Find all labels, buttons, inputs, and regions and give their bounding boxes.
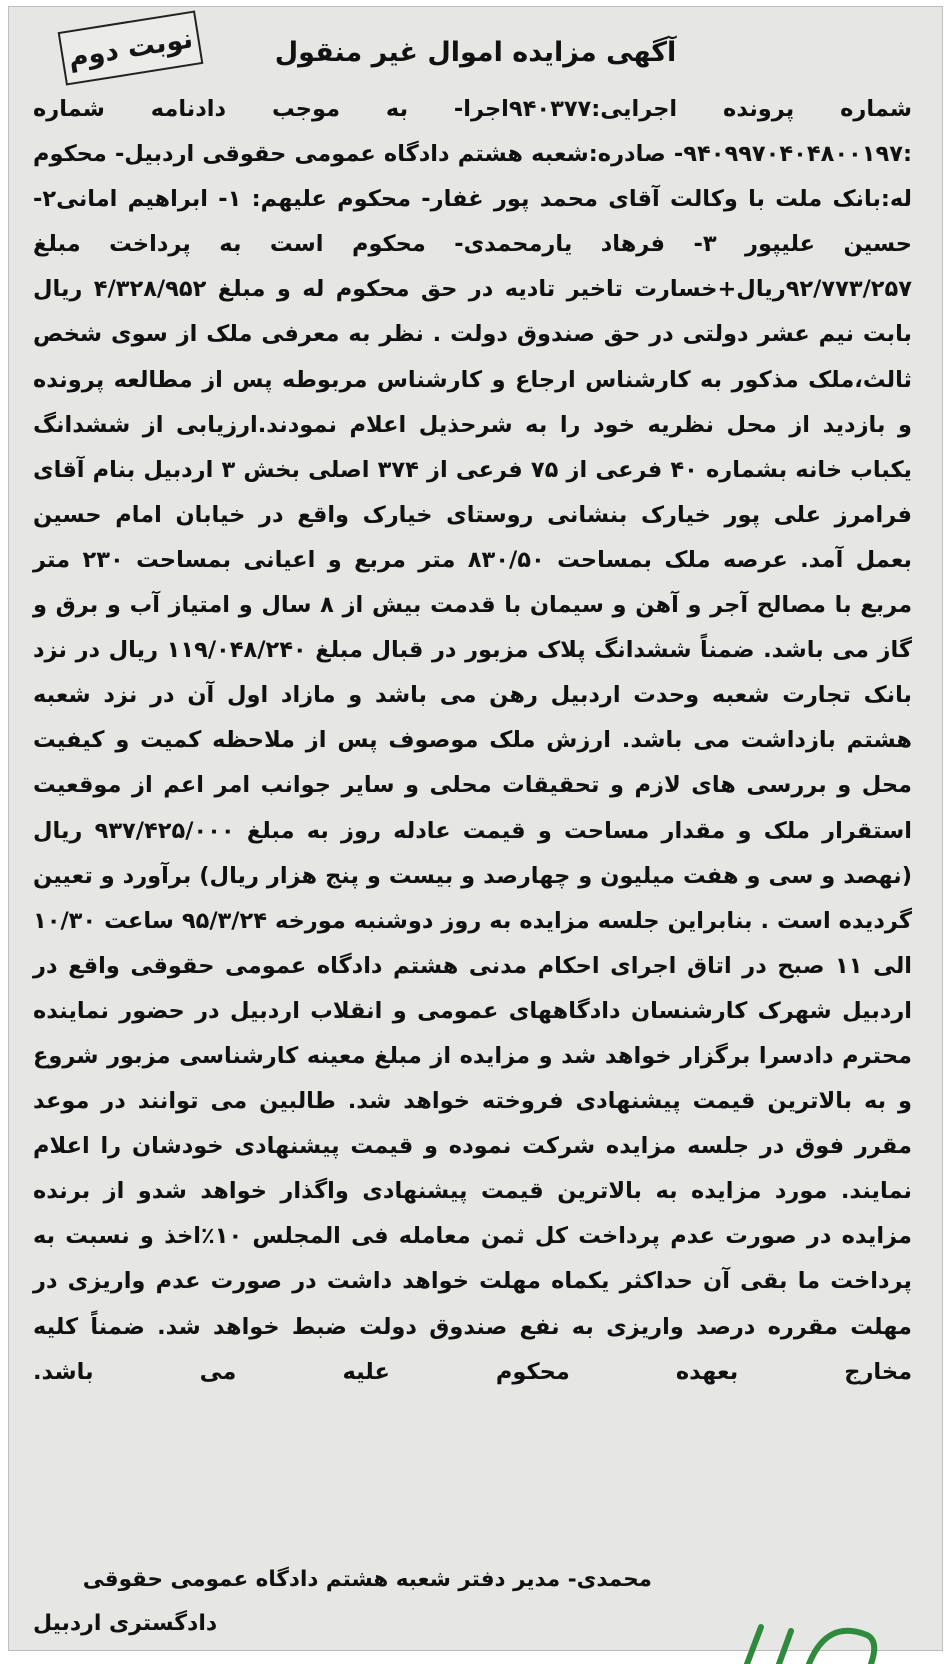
- agency-name: دادگستری اردبیل: [33, 1611, 218, 1636]
- edition-stamp: نوبت دوم: [58, 10, 204, 85]
- handwritten-mark: [739, 1607, 889, 1664]
- advertisement-sheet: [8, 6, 943, 1651]
- signature-line: محمدی- مدیر دفتر شعبه هشتم دادگاه عمومی حقوقی: [82, 1567, 652, 1592]
- ad-body-text: شماره پرونده اجرایی:۹۴۰۳۷۷اجرا- به موجب دادنامه شماره :۹۴۰۹۹۷۰۴۰۴۸۰۰۱۹۷- صادره:شعبه هشتم دادگاه عمومی حقوقی اردبیل- محکوم له:بانک ملت با وکالت آقای محمد پور غفار- محکوم علیهم: ۱- ابراهیم امانی۲- حسین علیپور ۳- فرهاد یارمحمدی- محکوم است به پرداخت مبلغ ۹۲/۷۷۳/۲۵۷ریال+خسارت تاخیر تادیه در حق محکوم له و مبلغ ۴/۳۲۸/۹۵۲ ریال بابت نیم عشر دولتی در حق صندوق دولت . نظر به معرفی ملک از سوی شخص ثالث،ملک مذکور به کارشناس ارجاع و کارشناس مربوطه پس از مطالعه پرونده و بازدید از محل نظریه خود را به شرحذیل اعلام نمودند.ارزیابی از ششدانگ یکباب خانه بشماره ۴۰ فرعی از ۷۵ فرعی از ۳۷۴ اصلی بخش ۳ اردبیل بنام آقای فرامرز علی پور خیارک بنشانی روستای خیارک واقع در خیابان امام حسین بعمل آمد. عرصه ملک بمساحت ۸۳۰/۵۰ متر مربع و اعیانی بمساحت ۲۳۰ متر مربع با مصالح آجر و آهن و سیمان با قدمت بیش از ۸ سال و امتیاز آب و برق و گاز می باشد. ضمناً ششدانگ پلاک مزبور در قبال مبلغ ۱۱۹/۰۴۸/۲۴۰ ریال در نزد بانک تجارت شعبه وحدت اردبیل رهن می باشد و مازاد اول آن در نزد شعبه هشتم بازداشت می باشد. ارزش ملک موصوف پس از ملاحظه کمیت و کیفیت محل و بررسی های لازم و تحقیقات محلی و سایر جوانب امر اعم از موقعیت استقرار ملک و مقدار مساحت و قیمت عادله روز به مبلغ ۹۳۷/۴۲۵/۰۰۰ ریال (نهصد و سی و هفت میلیون و چهارصد و بیست و پنج هزار ریال) برآورد و تعیین گردیده است . بنابراین جلسه مزایده به روز دوشنبه مورخه ۹۵/۳/۲۴ ساعت ۱۰/۳۰ الی ۱۱ صبح در اتاق اجرای احکام مدنی هشتم دادگاه عمومی حقوقی واقع در اردبیل شهرک کارشنسان دادگاههای عمومی و انقلاب اردبیل در حضور نماینده محترم دادسرا برگزار خواهد شد و مزایده از مبلغ معینه کارشناسی مزبور شروع و به بالاترین قیمت پیشنهادی فروخته خواهد شد. طالبین می توانند در موعد مقرر فوق در جلسه مزایده شرکت نموده و قیمت پیشنهادی خودشان را اعلام نمایند. مورد مزایده به بالاترین قیمت پیشنهادی واگذار خواهد شدو از برنده مزایده در صورت عدم پرداخت کل ثمن معامله فی المجلس ۱۰٪اخذ و نسبت به پرداخت ما بقی آن حداکثر یکماه مهلت خواهد داشت در صورت عدم واریزی در مهلت مقرره درصد واریزی به نفع صندوق دولت ضبط خواهد شد. ضمناً کلیه مخارج بعهده محکوم علیه می باشد.: [33, 96, 913, 1385]
- ad-title: آگهی مزایده اموال غیر منقول: [274, 37, 677, 68]
